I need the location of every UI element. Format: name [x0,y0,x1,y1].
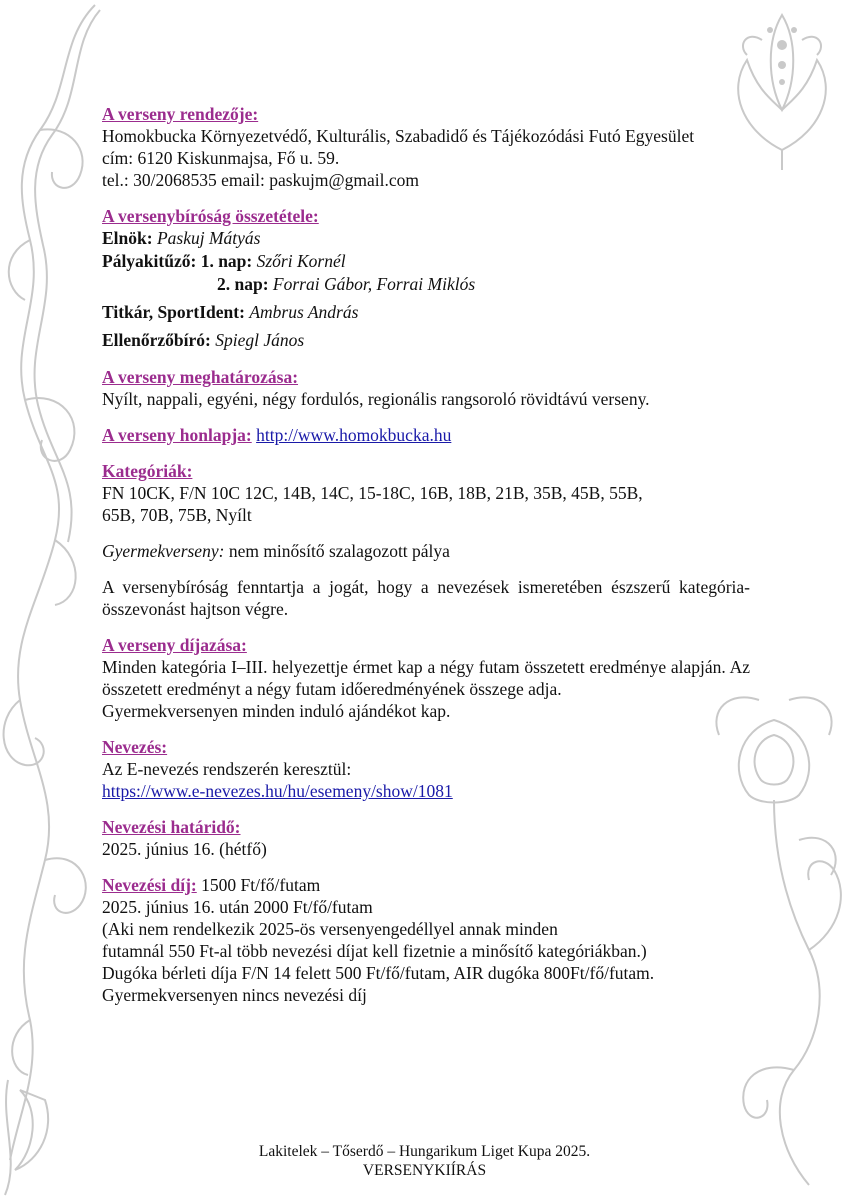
fee-heading: Nevezési díj: [102,875,197,895]
organizer-heading: A verseny rendezője: [102,104,259,124]
website-link[interactable]: http://www.homokbucka.hu [256,425,452,445]
jury-section [102,205,750,352]
fee-line-2: 2025. június 16. után 2000 Ft/fő/futam [102,897,373,917]
jury-secretary-row [102,301,750,324]
children-race-text: nem minősítő szalagozott pálya [224,541,450,561]
organizer-contact: tel.: 30/2068535 email: paskujm@gmail.com [102,170,419,190]
website-section [102,424,750,446]
day1-label: 1. nap: [200,251,253,271]
fee-line-4: futamnál 550 Ft-al több nevezési díjat kell fizetnie a minősítő kategóriákban.) [102,941,647,961]
footer-line-2: VERSENYKIÍRÁS [362,1162,487,1179]
prizes-section [102,634,750,722]
entry-heading: Nevezés: [102,737,168,757]
fee-line-1: 1500 Ft/fő/futam [196,875,321,895]
page-footer [0,1142,849,1180]
footer-line-1: Lakitelek – Tőserdő – Hungarikum Liget Kupa 2025. [258,1143,591,1160]
document-body [102,103,750,1020]
controller-label: Ellenőrzőbíró: [102,330,211,350]
categories-section [102,460,750,620]
deadline-text: 2025. június 16. (hétfő) [102,839,267,859]
categories-line-1: FN 10CK, F/N 10C 12C, 14B, 14C, 15-18C, 16B, 18B, 21B, 35B, 45B, 55B, [102,483,643,503]
secretary-name: Ambrus András [249,302,359,322]
controller-name: Spiegl János [215,330,305,350]
course-setter-label: Pályakitűző: [102,251,197,271]
prizes-children: Gyermekversenyen minden induló ajándékot kap. [102,701,451,721]
president-name: Paskuj Mátyás [156,228,261,248]
website-heading: A verseny honlapja: [102,425,252,445]
jury-president-row [102,227,750,250]
entry-text: Az E-nevezés rendszerén keresztül: [102,759,352,779]
definition-section [102,366,750,410]
day1-name: Szőri Kornél [256,251,346,271]
entry-link[interactable]: https://www.e-nevezes.hu/hu/esemeny/show/1081 [102,781,453,801]
organizer-name: Homokbucka Környezetvédő, Kulturális, Szabadidő és Tájékozódási Futó Egyesület [102,126,695,146]
categories-line-2: 65B, 70B, 75B, Nyílt [102,505,252,525]
deadline-section [102,816,750,860]
day2-label: 2. nap: [217,274,269,294]
fee-line-5: Dugóka bérleti díja F/N 14 felett 500 Ft/fő/futam, AIR dugóka 800Ft/fő/futam. [102,963,655,983]
organizer-section [102,103,750,191]
definition-text: Nyílt, nappali, egyéni, négy fordulós, regionális rangsoroló rövidtávú verseny. [102,389,650,409]
fee-line-6: Gyermekversenyen nincs nevezési díj [102,985,367,1005]
secretary-label: Titkár, SportIdent: [102,302,245,322]
jury-course-setter-day2-row [102,273,750,296]
children-race-label: Gyermekverseny: [102,541,225,561]
prizes-text: Minden kategória I–III. helyezettje érmet kap a négy futam összetett eredménye alapján. Az összetett eredményt a négy futam időeredményének összege adja. [102,657,750,699]
fee-section [102,874,750,1006]
fee-line-3: (Aki nem rendelkezik 2025-ös versenyengedéllyel annak minden [102,919,558,939]
deadline-heading: Nevezési határidő: [102,817,241,837]
definition-heading: A verseny meghatározása: [102,367,299,387]
day2-names: Forrai Gábor, Forrai Miklós [272,274,476,294]
categories-heading: Kategóriák: [102,461,193,481]
organizer-address: cím: 6120 Kiskunmajsa, Fő u. 59. [102,148,340,168]
entry-section [102,736,750,802]
categories-merge-note: A versenybíróság fenntartja a jogát, hogy a nevezések ismeretében észszerű kategória-összevonást hajtson végre. [102,577,750,619]
jury-controller-row [102,329,750,352]
prizes-heading: A verseny díjazása: [102,635,247,655]
children-race-row [102,540,750,562]
jury-course-setter-day1-row [102,250,750,273]
president-label: Elnök: [102,228,153,248]
jury-heading: A versenybíróság összetétele: [102,206,319,226]
